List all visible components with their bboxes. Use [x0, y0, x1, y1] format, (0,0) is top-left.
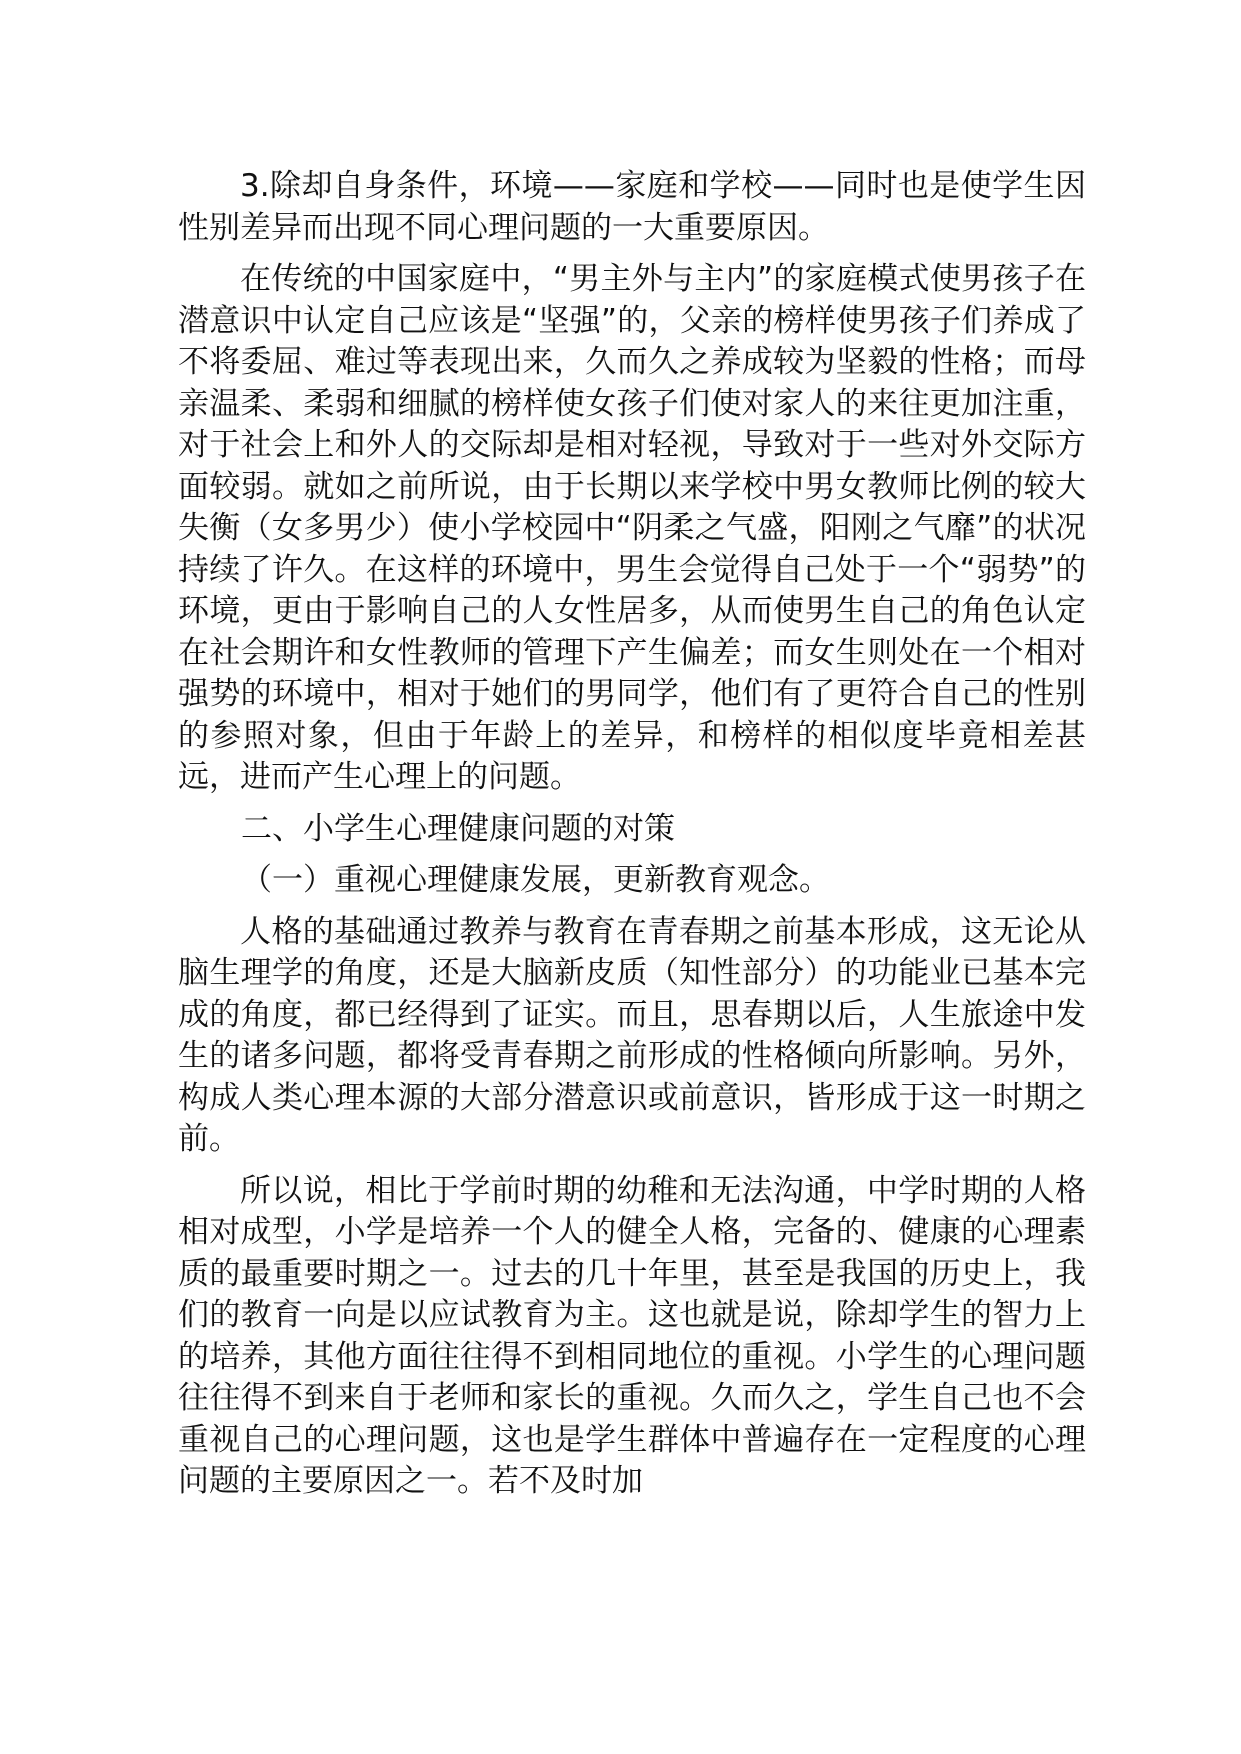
paragraph-primary-school-period: 所以说，相比于学前时期的幼稚和无法沟通，中学时期的人格相对成型，小学是培养一个人的健全人格，完备的、健康的心理素质的最重要时期之一。过去的几十年里，甚至是我国的历史上，我们的教育一向是以应试教育为主。这也就是说，除却学生的智力上的培养，其他方面往往得不到相同地位的重视。小学生的心理问题往往得不到来自于老师和家长的重视。久而久之，学生自己也不会重视自己的心理问题，这也是学生群体中普遍存在一定程度的心理问题的主要原因之一。若不及时加: [178, 1172, 1086, 1499]
document-body: [178, 166, 1086, 1503]
paragraph-environment-cause: 3.除却自身条件，环境——家庭和学校——同时也是使学生因性别差异而出现不同心理问题的一大重要原因。: [178, 168, 1086, 246]
section-heading-countermeasures: 二、小学生心理健康问题的对策: [241, 810, 675, 847]
subsection-heading-1: （一）重视心理健康发展，更新教育观念。: [241, 862, 830, 898]
paragraph-family-school: 在传统的中国家庭中，“男主外与主内”的家庭模式使男孩子在潜意识中认定自己应该是“坚强”的，父亲的榜样使男孩子们养成了不将委屈、难过等表现出来，久而久之养成较为坚毅的性格；而母亲温柔、柔弱和细腻的榜样使女孩子们使对家人的来往更加注重，对于社会上和外人的交际却是相对轻视，导致对于一些对外交际方面较弱。就如之前所说，由于长期以来学校中男女教师比例的较大失衡（女多男少）使小学校园中“阴柔之气盛，阳刚之气靡”的状况持续了许久。在这样的环境中，男生会觉得自己处于一个“弱势”的环境，更由于影响自己的人女性居多，从而使男生自己的角色认定在社会期许和女性教师的管理下产生偏差；而女生则处在一个相对强势的环境中，相对于她们的男同学，他们有了更符合自己的性别的参照对象，但由于年龄上的差异，和榜样的相似度毕竟相差甚远，进而产生心理上的问题。: [178, 261, 1086, 795]
paragraph-personality-basis: 人格的基础通过教养与教育在青春期之前基本形成，这无论从脑生理学的角度，还是大脑新皮质（知性部分）的功能业已基本完成的角度，都已经得到了证实。而且，思春期以后，人生旅途中发生的诸多问题，都将受青春期之前形成的性格倾向所影响。另外，构成人类心理本源的大部分潜意识或前意识，皆形成于这一时期之前。: [178, 913, 1086, 1157]
